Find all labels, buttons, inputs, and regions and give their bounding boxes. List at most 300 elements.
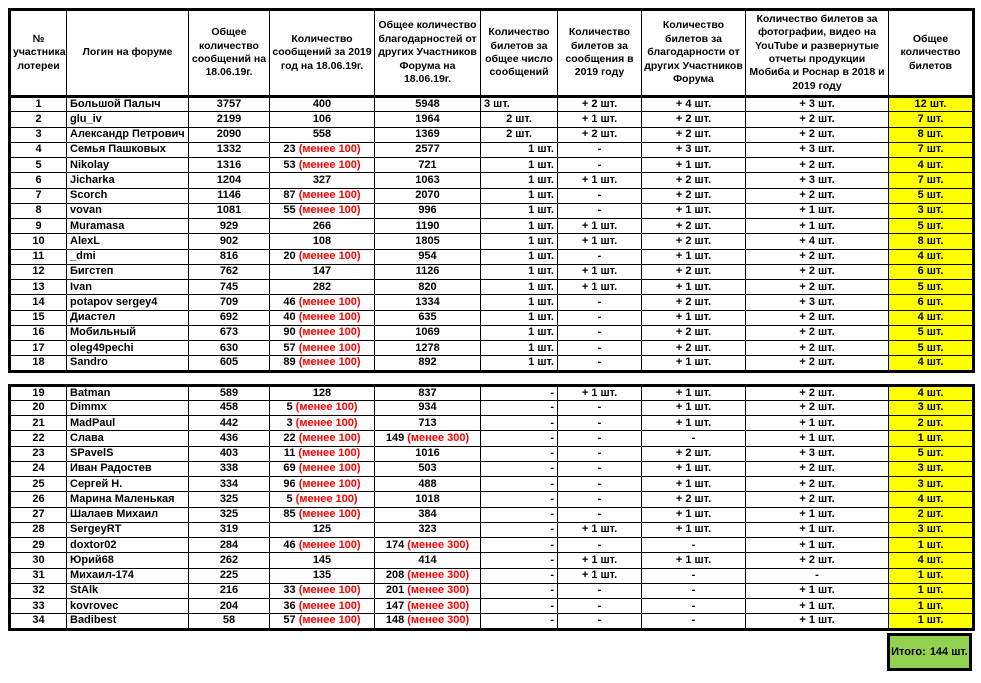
cell-login: Muramasa <box>67 219 189 234</box>
cell-tickets-media: + 2 шт. <box>746 341 889 356</box>
cell-login: Бигстеп <box>67 264 189 279</box>
cell-tickets-media: + 3 шт. <box>746 142 889 157</box>
cell-messages-total: 334 <box>189 477 270 492</box>
cell-tickets-thanks: + 2 шт. <box>642 341 746 356</box>
cell-tickets-media: + 2 шт. <box>746 280 889 295</box>
cell-tickets-thanks: + 1 шт. <box>642 280 746 295</box>
cell-tickets-thanks: + 3 шт. <box>642 142 746 157</box>
cell-participant-number: 8 <box>10 203 67 218</box>
grand-total-value: 144 шт. <box>929 645 968 658</box>
table-row <box>10 446 974 461</box>
cell-thanks-total: 1805 <box>375 234 481 249</box>
cell-login: StAlk <box>67 583 189 598</box>
less-than-note: (менее 100) <box>295 462 361 475</box>
cell-messages-2019: 55 (менее 100) <box>270 203 375 218</box>
less-than-note: (менее 300) <box>404 538 470 551</box>
cell-tickets-total: 4 шт. <box>889 310 974 325</box>
cell-tickets-thanks: + 1 шт. <box>642 203 746 218</box>
cell-tickets-2019: - <box>558 188 642 203</box>
cell-tickets-2019: - <box>558 461 642 476</box>
cell-tickets-2019: - <box>558 325 642 340</box>
cell-tickets-media: + 1 шт. <box>746 431 889 446</box>
cell-tickets-media: + 1 шт. <box>746 583 889 598</box>
less-than-note: (менее 100) <box>295 204 361 217</box>
cell-thanks-total: 1063 <box>375 173 481 188</box>
cell-tickets-total: 1 шт. <box>889 568 974 583</box>
cell-messages-total: 1146 <box>189 188 270 203</box>
cell-login: Шалаев Михаил <box>67 507 189 522</box>
cell-tickets-thanks: + 1 шт. <box>642 507 746 522</box>
table-row <box>10 325 974 340</box>
cell-tickets-messages: - <box>481 385 558 400</box>
cell-messages-2019: 46 (менее 100) <box>270 295 375 310</box>
cell-tickets-media: + 1 шт. <box>746 599 889 614</box>
column-header-tickets-thanks: Количество билетов за благодарности от других Участников Форума <box>642 10 746 97</box>
cell-login: Nikolay <box>67 158 189 173</box>
cell-login: Мобильный <box>67 325 189 340</box>
cell-tickets-2019: + 2 шт. <box>558 97 642 112</box>
cell-messages-2019: 125 <box>270 522 375 537</box>
cell-messages-total: 204 <box>189 599 270 614</box>
less-than-note: (менее 100) <box>295 250 361 263</box>
less-than-note: (менее 100) <box>295 614 361 627</box>
cell-tickets-2019: - <box>558 295 642 310</box>
cell-tickets-media: + 1 шт. <box>746 219 889 234</box>
cell-tickets-total: 3 шт. <box>889 461 974 476</box>
cell-messages-total: 1204 <box>189 173 270 188</box>
lottery-tickets-sheet <box>8 8 972 671</box>
cell-tickets-2019: - <box>558 477 642 492</box>
cell-messages-total: 1332 <box>189 142 270 157</box>
cell-participant-number: 33 <box>10 599 67 614</box>
column-header-messages-total: Общее количество сообщений на 18.06.19г. <box>189 10 270 97</box>
cell-participant-number: 23 <box>10 446 67 461</box>
cell-tickets-total: 3 шт. <box>889 477 974 492</box>
cell-login: glu_iv <box>67 112 189 127</box>
cell-login: Юрий68 <box>67 553 189 568</box>
cell-login: AlexL <box>67 234 189 249</box>
cell-thanks-total: 488 <box>375 477 481 492</box>
cell-tickets-messages: 1 шт. <box>481 173 558 188</box>
cell-tickets-thanks: + 1 шт. <box>642 158 746 173</box>
cell-login: SPavelS <box>67 446 189 461</box>
cell-tickets-media: + 2 шт. <box>746 325 889 340</box>
cell-messages-total: 436 <box>189 431 270 446</box>
cell-tickets-total: 6 шт. <box>889 264 974 279</box>
grand-total-cell <box>887 633 972 671</box>
cell-tickets-total: 5 шт. <box>889 280 974 295</box>
column-header-participant-number: № участника лотереи <box>10 10 67 97</box>
cell-tickets-total: 2 шт. <box>889 507 974 522</box>
cell-thanks-total: 2070 <box>375 188 481 203</box>
table-row <box>10 142 974 157</box>
cell-participant-number: 13 <box>10 280 67 295</box>
less-than-note: (менее 100) <box>295 447 361 460</box>
cell-messages-total: 319 <box>189 522 270 537</box>
cell-messages-2019: 400 <box>270 97 375 112</box>
cell-messages-total: 745 <box>189 280 270 295</box>
less-than-note: (менее 100) <box>295 326 361 339</box>
cell-tickets-messages: 1 шт. <box>481 142 558 157</box>
cell-messages-2019: 22 (менее 100) <box>270 431 375 446</box>
cell-messages-2019: 87 (менее 100) <box>270 188 375 203</box>
column-header-tickets-2019: Количество билетов за сообщения в 2019 году <box>558 10 642 97</box>
cell-participant-number: 22 <box>10 431 67 446</box>
cell-tickets-thanks: - <box>642 583 746 598</box>
cell-thanks-total: 820 <box>375 280 481 295</box>
cell-login: doxtor02 <box>67 538 189 553</box>
less-than-note: (менее 100) <box>292 492 358 505</box>
cell-thanks-total: 996 <box>375 203 481 218</box>
cell-tickets-messages: 1 шт. <box>481 341 558 356</box>
cell-tickets-2019: - <box>558 142 642 157</box>
table-row <box>10 173 974 188</box>
cell-tickets-media: + 1 шт. <box>746 416 889 431</box>
cell-tickets-total: 8 шт. <box>889 127 974 142</box>
cell-tickets-media: + 1 шт. <box>746 203 889 218</box>
cell-messages-total: 325 <box>189 507 270 522</box>
table-row <box>10 507 974 522</box>
cell-messages-2019: 11 (менее 100) <box>270 446 375 461</box>
cell-messages-2019: 53 (менее 100) <box>270 158 375 173</box>
cell-messages-2019: 3 (менее 100) <box>270 416 375 431</box>
cell-participant-number: 12 <box>10 264 67 279</box>
cell-messages-2019: 20 (менее 100) <box>270 249 375 264</box>
cell-tickets-2019: - <box>558 507 642 522</box>
cell-tickets-2019: - <box>558 599 642 614</box>
cell-tickets-total: 1 шт. <box>889 431 974 446</box>
table-row <box>10 461 974 476</box>
cell-tickets-media: + 3 шт. <box>746 446 889 461</box>
cell-tickets-2019: - <box>558 446 642 461</box>
table-row <box>10 568 974 583</box>
cell-tickets-messages: - <box>481 400 558 415</box>
table-row <box>10 280 974 295</box>
cell-tickets-2019: + 1 шт. <box>558 112 642 127</box>
table-row <box>10 203 974 218</box>
cell-messages-total: 1316 <box>189 158 270 173</box>
cell-login: Иван Радостев <box>67 461 189 476</box>
table-row <box>10 522 974 537</box>
cell-messages-2019: 69 (менее 100) <box>270 461 375 476</box>
cell-participant-number: 25 <box>10 477 67 492</box>
cell-participant-number: 16 <box>10 325 67 340</box>
cell-tickets-media: + 1 шт. <box>746 614 889 629</box>
cell-messages-total: 1081 <box>189 203 270 218</box>
cell-tickets-thanks: + 2 шт. <box>642 325 746 340</box>
cell-tickets-messages: - <box>481 477 558 492</box>
cell-tickets-thanks: + 2 шт. <box>642 188 746 203</box>
cell-participant-number: 15 <box>10 310 67 325</box>
cell-tickets-total: 1 шт. <box>889 599 974 614</box>
cell-thanks-total: 1334 <box>375 295 481 310</box>
cell-tickets-2019: - <box>558 158 642 173</box>
cell-tickets-2019: - <box>558 341 642 356</box>
cell-messages-2019: 266 <box>270 219 375 234</box>
cell-tickets-messages: 1 шт. <box>481 249 558 264</box>
cell-tickets-total: 5 шт. <box>889 325 974 340</box>
table-row <box>10 264 974 279</box>
table-row <box>10 219 974 234</box>
cell-tickets-thanks: + 1 шт. <box>642 477 746 492</box>
table-row <box>10 188 974 203</box>
cell-tickets-total: 5 шт. <box>889 188 974 203</box>
cell-tickets-total: 1 шт. <box>889 538 974 553</box>
cell-tickets-thanks: + 1 шт. <box>642 310 746 325</box>
cell-participant-number: 34 <box>10 614 67 629</box>
cell-tickets-messages: 1 шт. <box>481 203 558 218</box>
cell-tickets-thanks: - <box>642 599 746 614</box>
cell-login: Слава <box>67 431 189 446</box>
cell-tickets-thanks: + 1 шт. <box>642 249 746 264</box>
column-header-tickets-messages: Количество билетов за общее число сообщений <box>481 10 558 97</box>
cell-tickets-thanks: + 4 шт. <box>642 97 746 112</box>
cell-messages-total: 816 <box>189 249 270 264</box>
cell-tickets-total: 4 шт. <box>889 385 974 400</box>
cell-tickets-messages: 2 шт. <box>481 127 558 142</box>
cell-messages-2019: 57 (менее 100) <box>270 614 375 629</box>
cell-tickets-thanks: + 2 шт. <box>642 234 746 249</box>
cell-login: Batman <box>67 385 189 400</box>
cell-tickets-2019: - <box>558 249 642 264</box>
cell-tickets-thanks: + 1 шт. <box>642 400 746 415</box>
cell-thanks-total: 148 (менее 300) <box>375 614 481 629</box>
cell-tickets-messages: 1 шт. <box>481 356 558 371</box>
cell-tickets-total: 12 шт. <box>889 97 974 112</box>
cell-messages-2019: 558 <box>270 127 375 142</box>
cell-thanks-total: 174 (менее 300) <box>375 538 481 553</box>
table-row <box>10 97 974 112</box>
cell-tickets-media: + 2 шт. <box>746 158 889 173</box>
cell-tickets-2019: - <box>558 416 642 431</box>
less-than-note: (менее 300) <box>404 569 470 582</box>
less-than-note: (менее 100) <box>295 143 361 156</box>
cell-participant-number: 14 <box>10 295 67 310</box>
table-row <box>10 583 974 598</box>
cell-tickets-total: 3 шт. <box>889 400 974 415</box>
cell-login: Диастел <box>67 310 189 325</box>
table-row <box>10 538 974 553</box>
cell-tickets-media: + 2 шт. <box>746 356 889 371</box>
cell-tickets-thanks: + 2 шт. <box>642 446 746 461</box>
cell-thanks-total: 1069 <box>375 325 481 340</box>
less-than-note: (менее 100) <box>295 295 361 308</box>
cell-messages-total: 216 <box>189 583 270 598</box>
less-than-note: (менее 100) <box>292 401 358 414</box>
cell-thanks-total: 384 <box>375 507 481 522</box>
cell-thanks-total: 147 (менее 300) <box>375 599 481 614</box>
cell-participant-number: 24 <box>10 461 67 476</box>
cell-login: Badibest <box>67 614 189 629</box>
table-row <box>10 127 974 142</box>
cell-tickets-messages: - <box>481 492 558 507</box>
cell-tickets-messages: 1 шт. <box>481 188 558 203</box>
less-than-note: (менее 100) <box>295 189 361 202</box>
cell-messages-2019: 5 (менее 100) <box>270 492 375 507</box>
cell-messages-2019: 46 (менее 100) <box>270 538 375 553</box>
cell-tickets-thanks: + 2 шт. <box>642 112 746 127</box>
cell-tickets-total: 8 шт. <box>889 234 974 249</box>
cell-tickets-total: 4 шт. <box>889 492 974 507</box>
cell-tickets-thanks: - <box>642 568 746 583</box>
cell-tickets-2019: + 1 шт. <box>558 568 642 583</box>
cell-tickets-media: + 2 шт. <box>746 188 889 203</box>
cell-tickets-messages: 3 шт. <box>481 97 558 112</box>
cell-tickets-media: + 2 шт. <box>746 461 889 476</box>
column-header-login: Логин на форуме <box>67 10 189 97</box>
table-row <box>10 492 974 507</box>
cell-tickets-total: 3 шт. <box>889 203 974 218</box>
cell-participant-number: 7 <box>10 188 67 203</box>
cell-thanks-total: 721 <box>375 158 481 173</box>
cell-messages-total: 325 <box>189 492 270 507</box>
cell-messages-2019: 96 (менее 100) <box>270 477 375 492</box>
header-row <box>10 10 974 97</box>
cell-tickets-2019: + 1 шт. <box>558 522 642 537</box>
cell-tickets-messages: 1 шт. <box>481 280 558 295</box>
less-than-note: (менее 100) <box>295 538 361 551</box>
cell-tickets-media: + 2 шт. <box>746 385 889 400</box>
cell-tickets-media: + 3 шт. <box>746 97 889 112</box>
cell-thanks-total: 1190 <box>375 219 481 234</box>
cell-thanks-total: 1964 <box>375 112 481 127</box>
less-than-note: (менее 300) <box>404 599 470 612</box>
cell-tickets-thanks: + 1 шт. <box>642 553 746 568</box>
cell-tickets-media: - <box>746 568 889 583</box>
less-than-note: (менее 300) <box>404 431 470 444</box>
cell-tickets-messages: 1 шт. <box>481 264 558 279</box>
cell-messages-2019: 128 <box>270 385 375 400</box>
cell-tickets-2019: - <box>558 356 642 371</box>
cell-tickets-thanks: - <box>642 538 746 553</box>
cell-tickets-media: + 1 шт. <box>746 538 889 553</box>
cell-messages-total: 929 <box>189 219 270 234</box>
cell-messages-total: 458 <box>189 400 270 415</box>
cell-participant-number: 26 <box>10 492 67 507</box>
cell-thanks-total: 1278 <box>375 341 481 356</box>
cell-tickets-total: 5 шт. <box>889 341 974 356</box>
less-than-note: (менее 100) <box>295 341 361 354</box>
table-row <box>10 112 974 127</box>
cell-messages-total: 902 <box>189 234 270 249</box>
cell-messages-2019: 327 <box>270 173 375 188</box>
cell-tickets-2019: - <box>558 583 642 598</box>
cell-messages-total: 338 <box>189 461 270 476</box>
column-header-messages-2019: Количество сообщений за 2019 год на 18.06.19г. <box>270 10 375 97</box>
cell-tickets-total: 1 шт. <box>889 583 974 598</box>
less-than-note: (менее 100) <box>295 477 361 490</box>
cell-participant-number: 3 <box>10 127 67 142</box>
cell-thanks-total: 149 (менее 300) <box>375 431 481 446</box>
less-than-note: (менее 100) <box>292 416 358 429</box>
cell-tickets-2019: + 1 шт. <box>558 385 642 400</box>
table-row <box>10 356 974 371</box>
cell-login: Александр Петрович <box>67 127 189 142</box>
cell-tickets-total: 5 шт. <box>889 219 974 234</box>
cell-messages-2019: 147 <box>270 264 375 279</box>
table-row <box>10 400 974 415</box>
cell-participant-number: 30 <box>10 553 67 568</box>
cell-messages-2019: 23 (менее 100) <box>270 142 375 157</box>
cell-tickets-2019: + 2 шт. <box>558 127 642 142</box>
cell-tickets-media: + 2 шт. <box>746 112 889 127</box>
cell-login: Марина Маленькая <box>67 492 189 507</box>
cell-messages-total: 673 <box>189 325 270 340</box>
cell-tickets-messages: - <box>481 568 558 583</box>
cell-tickets-2019: - <box>558 310 642 325</box>
cell-tickets-messages: - <box>481 553 558 568</box>
table-row <box>10 295 974 310</box>
cell-tickets-total: 2 шт. <box>889 416 974 431</box>
cell-participant-number: 10 <box>10 234 67 249</box>
table-row <box>10 431 974 446</box>
cell-messages-2019: 5 (менее 100) <box>270 400 375 415</box>
table-row <box>10 341 974 356</box>
cell-tickets-total: 1 шт. <box>889 614 974 629</box>
cell-messages-2019: 90 (менее 100) <box>270 325 375 340</box>
cell-participant-number: 31 <box>10 568 67 583</box>
participants-rows-19-34 <box>10 385 974 629</box>
cell-tickets-media: + 3 шт. <box>746 173 889 188</box>
cell-tickets-total: 4 шт. <box>889 356 974 371</box>
less-than-note: (менее 100) <box>295 431 361 444</box>
cell-tickets-media: + 1 шт. <box>746 522 889 537</box>
cell-tickets-messages: - <box>481 416 558 431</box>
cell-tickets-total: 7 шт. <box>889 142 974 157</box>
cell-messages-total: 605 <box>189 356 270 371</box>
cell-messages-2019: 33 (менее 100) <box>270 583 375 598</box>
cell-messages-2019: 135 <box>270 568 375 583</box>
cell-messages-2019: 89 (менее 100) <box>270 356 375 371</box>
cell-tickets-thanks: + 1 шт. <box>642 461 746 476</box>
cell-tickets-total: 4 шт. <box>889 158 974 173</box>
cell-tickets-media: + 4 шт. <box>746 234 889 249</box>
cell-login: Jicharka <box>67 173 189 188</box>
table-row <box>10 310 974 325</box>
table-header <box>10 10 974 97</box>
cell-messages-total: 262 <box>189 553 270 568</box>
cell-thanks-total: 503 <box>375 461 481 476</box>
table-row <box>10 249 974 264</box>
cell-thanks-total: 837 <box>375 385 481 400</box>
cell-login: SergeyRT <box>67 522 189 537</box>
cell-messages-total: 403 <box>189 446 270 461</box>
cell-login: kovrovec <box>67 599 189 614</box>
cell-tickets-2019: + 1 шт. <box>558 280 642 295</box>
column-header-thanks-total: Общее количество благодарностей от других Участников Форума на 18.06.19г. <box>375 10 481 97</box>
cell-tickets-thanks: - <box>642 431 746 446</box>
cell-tickets-thanks: - <box>642 614 746 629</box>
cell-tickets-2019: - <box>558 400 642 415</box>
cell-tickets-total: 4 шт. <box>889 249 974 264</box>
cell-tickets-messages: - <box>481 614 558 629</box>
cell-messages-total: 630 <box>189 341 270 356</box>
cell-login: Scorch <box>67 188 189 203</box>
cell-tickets-2019: - <box>558 203 642 218</box>
less-than-note: (менее 300) <box>404 614 470 627</box>
cell-messages-2019: 106 <box>270 112 375 127</box>
cell-login: oleg49pechi <box>67 341 189 356</box>
cell-messages-2019: 40 (менее 100) <box>270 310 375 325</box>
cell-participant-number: 17 <box>10 341 67 356</box>
cell-thanks-total: 635 <box>375 310 481 325</box>
cell-tickets-messages: 1 шт. <box>481 295 558 310</box>
less-than-note: (менее 100) <box>295 599 361 612</box>
cell-messages-total: 709 <box>189 295 270 310</box>
cell-tickets-total: 3 шт. <box>889 522 974 537</box>
cell-tickets-messages: - <box>481 446 558 461</box>
table-row <box>10 614 974 629</box>
